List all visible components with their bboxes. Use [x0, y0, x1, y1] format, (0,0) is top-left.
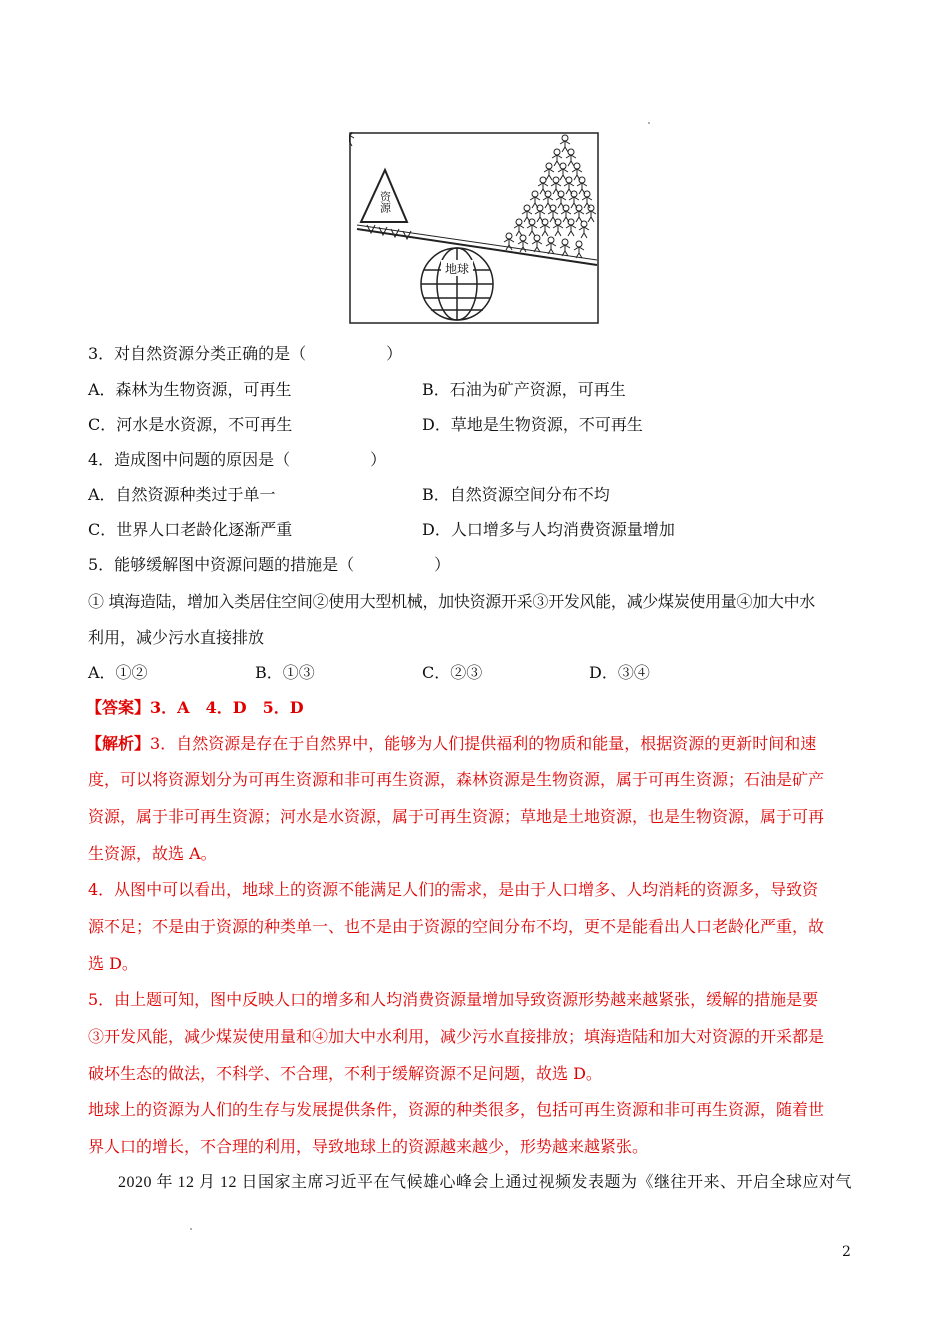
next-paragraph-start: 2020 年 12 月 12 日国家主席习近平在气候雄心峰会上通过视频发表题为《继往开来、开启全球应对气 [118, 1174, 853, 1191]
q5-option-c: C．②③ [422, 663, 483, 682]
analysis-summary-line2: 界人口的增长，不合理的利用，导致地球上的资源越来越少，形势越来越紧张。 [88, 1137, 649, 1156]
earth-label: 地球 [444, 262, 470, 276]
analysis-q5-line2: ③开发风能，减少煤炭使用量和④加大中水利用，减少污水直接排放；填海造陆和加大对资源的开采都是 [88, 1027, 825, 1046]
q4-stem: 4．造成图中问题的原因是（ ） [88, 450, 387, 469]
analysis-summary-line1: 地球上的资源为人们的生存与发展提供条件，资源的种类很多，包括可再生资源和非可再生资源，随着世 [88, 1100, 825, 1119]
resource-label: 资源 [378, 191, 392, 213]
q5-option-d: D．③④ [589, 663, 650, 682]
q3-option-d: D．草地是生物资源，不可再生 [422, 415, 643, 434]
analysis-q4-line3: 选 D。 [88, 954, 138, 973]
analysis-q3-line2: 度，可以将资源划分为可再生资源和非可再生资源，森林资源是生物资源，属于可再生资源；石油是矿产 [88, 770, 825, 789]
stray-dot [190, 1228, 192, 1230]
analysis-q5-line1: 5．由上题可知，图中反映人口的增多和人均消费资源量增加导致资源形势越来越紧张，缓解的措施是要 [88, 990, 819, 1009]
balance-illustration [349, 132, 599, 324]
analysis-q4-line1: 4．从图中可以看出，地球上的资源不能满足人们的需求，是由于人口增多、人均消耗的资源多，导致资 [88, 880, 819, 899]
page-number: 2 [842, 1244, 851, 1260]
q5-option-a: A．①② [88, 663, 148, 682]
q5-option-b: B．①③ [255, 663, 315, 682]
q3-option-c: C．河水是水资源，不可再生 [88, 415, 293, 434]
q4-option-b: B．自然资源空间分布不均 [422, 485, 610, 504]
answer-tag: 【答案】 [86, 698, 151, 717]
q3-option-b: B．石油为矿产资源，可再生 [422, 380, 626, 399]
q4-option-a: A．自然资源种类过于单一 [88, 485, 276, 504]
q3-option-a: A．森林为生物资源，可再生 [88, 380, 292, 399]
analysis-q3-line3: 资源，属于非可再生资源；河水是水资源，属于可再生资源；草地是土地资源，也是生物资源，属于可再 [88, 807, 825, 826]
resource-population-figure [349, 132, 599, 324]
analysis-q3-line1 [86, 734, 862, 754]
stray-dot [648, 122, 650, 124]
analysis-q3-text1: 3．自然资源是存在于自然界中，能够为人们提供福利的物质和能量，根据资源的更新时间和速 [150, 734, 817, 753]
analysis-q5-line3: 破坏生态的做法，不科学、不合理，不利于缓解资源不足问题，故选 D。 [88, 1064, 602, 1083]
q3-stem: 3．对自然资源分类正确的是（ ） [88, 344, 403, 363]
earth-globe [421, 248, 493, 320]
analysis-tag: 【解析】 [86, 734, 151, 753]
q5-statements-line1: ① 填海造陆，增加入类居住空间②使用大型机械，加快资源开采③开发风能，减少煤炭使用量④加大中水 [88, 592, 815, 611]
q5-statements-line2: 利用，减少污水直接排放 [88, 628, 265, 647]
q4-option-d: D．人口增多与人均消费资源量增加 [422, 520, 675, 539]
q4-option-c: C．世界人口老龄化逐渐严重 [88, 520, 293, 539]
analysis-q3-line4: 生资源，故选 A。 [88, 844, 217, 863]
analysis-q4-line2: 源不足；不是由于资源的种类单一、也不是由于资源的空间分布不均，更不是能看出人口老龄化严重，故 [88, 917, 825, 936]
answer-line [86, 698, 862, 718]
answer-text: 3．A 4．D 5．D [150, 698, 304, 717]
q5-stem: 5．能够缓解图中资源问题的措施是（ ） [88, 555, 451, 574]
